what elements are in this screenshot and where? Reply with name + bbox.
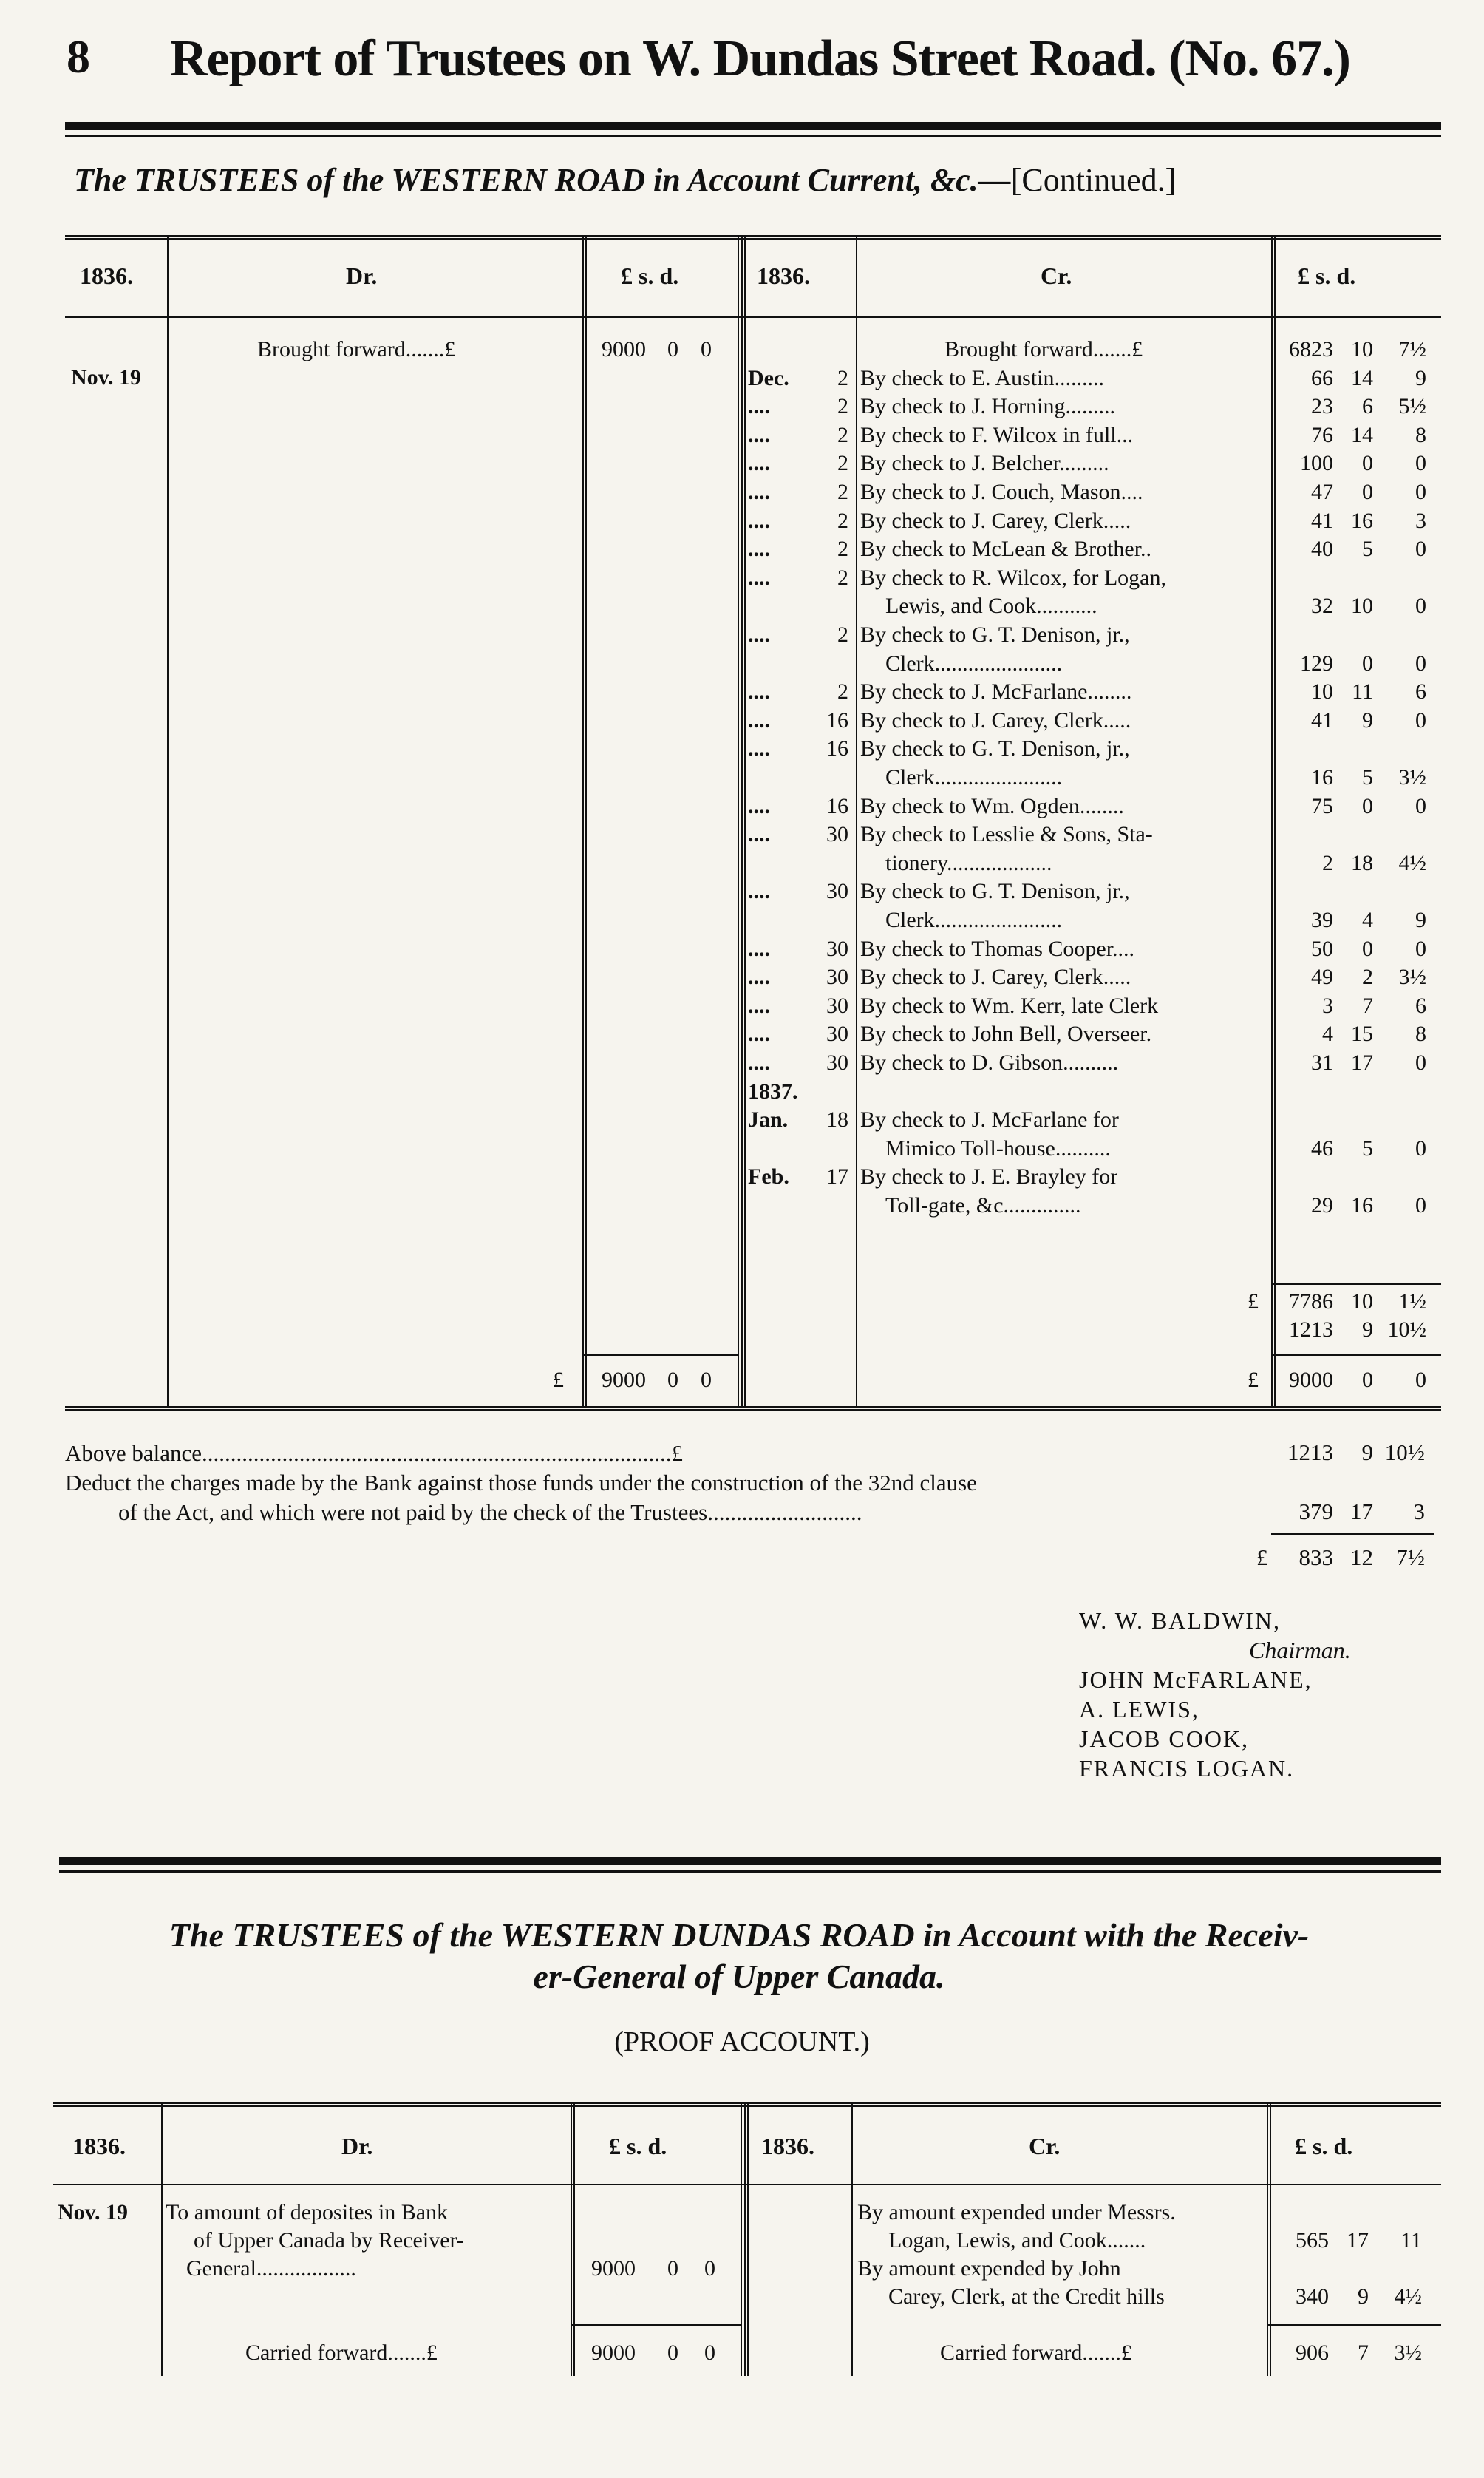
section-rule [59, 1857, 1441, 1865]
table2-credit-carried-pounds: 906 [1296, 2340, 1329, 2365]
credit-row-pence: 4½ [1398, 850, 1426, 875]
credit-row-day: 2 [837, 622, 848, 647]
credit-row-text: By check to R. Wilcox, for Logan, [860, 565, 1166, 590]
table2-header-year-right: 1836. [761, 2133, 814, 2159]
credit-row-pounds: 76 [1311, 422, 1333, 447]
credit-row-month: Dec. [748, 365, 789, 390]
credit-row-pence: 0 [1415, 936, 1426, 961]
credit-row-shillings: 6 [1362, 394, 1373, 419]
col-rule [744, 2102, 749, 2376]
header-rule-thin [65, 135, 1441, 137]
credit-row-text: By check to J. Belcher......... [860, 451, 1109, 476]
col-rule [856, 235, 857, 1406]
credit-row-text: By check to G. T. Denison, jr., [860, 879, 1130, 904]
credit-row-month: .... [748, 394, 770, 419]
credit-row-pounds: 50 [1311, 936, 1333, 961]
credit-balance-pence: 10½ [1387, 1317, 1426, 1342]
credit-row-pounds: 129 [1300, 651, 1333, 676]
debit-brought-pounds: 9000 [602, 337, 646, 361]
credit-row-text: By check to Thomas Cooper.... [860, 936, 1135, 961]
credit-row-month: .... [748, 565, 770, 590]
credit-row-month: .... [748, 707, 770, 733]
header-rule [65, 122, 1441, 130]
credit-row-pence: 0 [1415, 1193, 1426, 1218]
subtitle-continued: [Continued.] [1010, 162, 1177, 198]
debit-total-rule [582, 1354, 738, 1356]
credit-row-pence: 9 [1415, 908, 1426, 932]
page-header [67, 22, 1441, 118]
debit-total-pence: 0 [701, 1368, 712, 1392]
table2-credit-carried-shillings: 7 [1358, 2340, 1369, 2365]
credit-row-pounds: 75 [1311, 793, 1333, 818]
credit-row-text: Mimico Toll-house.......... [885, 1136, 1111, 1161]
credit-row-text: By check to J. Carey, Clerk..... [860, 508, 1131, 533]
credit-row-text: Brought forward.......£ [944, 337, 1143, 361]
table2-credit1-shillings: 17 [1347, 2228, 1369, 2253]
table2-credit-total-rule [1267, 2324, 1441, 2326]
header-dr: Dr. [346, 262, 378, 289]
credit-row-pounds: 2 [1322, 850, 1333, 875]
credit-row-text: By check to McLean & Brother.. [860, 537, 1152, 562]
table2-credit2-shillings: 9 [1358, 2284, 1369, 2309]
proof-account-table [53, 2102, 1441, 2383]
credit-row-text: By check to J. Couch, Mason.... [860, 480, 1143, 504]
credit-subtotal-pence: 1½ [1398, 1289, 1426, 1314]
credit-row-pence: 3½ [1398, 765, 1426, 790]
credit-row-pence: 0 [1415, 707, 1426, 733]
credit-row-day: 18 [826, 1107, 848, 1133]
result-shillings: 12 [1350, 1544, 1373, 1570]
table2-debit-total-rule [571, 2324, 741, 2326]
credit-row-pounds: 41 [1311, 508, 1333, 533]
credit-row-pounds: 39 [1311, 908, 1333, 932]
credit-row-shillings: 11 [1352, 679, 1373, 705]
credit-row-day: 30 [826, 1050, 848, 1075]
credit-row-text: Lewis, and Cook........... [885, 594, 1097, 619]
deduct-line: Deduct the charges made by the Bank against those funds under the construction of the 32nd clause [65, 1470, 977, 1496]
table2-header-dr: Dr. [341, 2133, 373, 2159]
deduct-pence: 3 [1413, 1498, 1425, 1524]
proof-account-heading: (PROOF ACCOUNT.) [614, 2026, 870, 2057]
credit-row-day: 2 [837, 679, 848, 705]
account-current-table [65, 235, 1441, 1411]
credit-row-text: Clerk....................... [885, 651, 1063, 676]
table2-credit2-pence: 4½ [1394, 2284, 1422, 2309]
credit-row-month: .... [748, 537, 770, 562]
signature-name: A. LEWIS, [1079, 1696, 1199, 1722]
debit-total-shillings: 0 [667, 1368, 678, 1392]
proof-account-subtitle [44, 1915, 1434, 1997]
credit-row-day: 2 [837, 508, 848, 533]
credit-row-day: 2 [837, 565, 848, 590]
credit-row-pounds: 40 [1311, 537, 1333, 562]
credit-row-month: .... [748, 451, 770, 476]
credit-row-pence: 8 [1415, 1022, 1426, 1047]
table2-credit-line3: By amount expended by John [857, 2256, 1121, 2281]
credit-row-day: 30 [826, 936, 848, 961]
table2-credit-line4: Carey, Clerk, at the Credit hills [888, 2284, 1165, 2309]
credit-row-text: By check to J. McFarlane for [860, 1107, 1119, 1133]
credit-row-text: By check to J. Carey, Clerk..... [860, 965, 1131, 990]
col-rule [741, 235, 746, 1406]
above-balance-shillings: 9 [1361, 1439, 1373, 1465]
credit-row-pence: 0 [1415, 1050, 1426, 1075]
credit-row-shillings: 5 [1362, 765, 1373, 790]
credit-row-shillings: 10 [1351, 337, 1373, 361]
table2-header-lsd-right: £ s. d. [1295, 2133, 1353, 2159]
table2-debit-carried-label: Carried forward.......£ [245, 2340, 438, 2365]
credit-row-shillings: 14 [1351, 365, 1373, 390]
credit-row-shillings: 16 [1351, 508, 1373, 533]
credit-subtotal-rule [1271, 1283, 1441, 1285]
credit-row-month: .... [748, 822, 770, 847]
credit-row-shillings: 2 [1362, 965, 1373, 990]
subtitle2-line2: er-General of Upper Canada. [533, 1958, 945, 1995]
credit-row-month: .... [748, 679, 770, 705]
table2-header-cr: Cr. [1029, 2133, 1061, 2159]
header-cr: Cr. [1041, 262, 1072, 289]
credit-row-shillings: 0 [1362, 451, 1373, 476]
table2-credit1-pence: 11 [1400, 2228, 1422, 2253]
credit-row-day: 17 [826, 1164, 848, 1189]
header-year-right: 1836. [757, 262, 810, 289]
account-subtitle [74, 161, 1434, 199]
table2-header-lsd-left: £ s. d. [609, 2133, 667, 2159]
credit-row-shillings: 4 [1362, 908, 1373, 932]
credit-row-pence: 8 [1415, 422, 1426, 447]
credit-row-month: .... [748, 508, 770, 533]
credit-row-day: 2 [837, 365, 848, 390]
page-number: 8 [67, 30, 90, 83]
credit-row-pounds: 23 [1311, 394, 1333, 419]
credit-balance-shillings: 9 [1362, 1317, 1373, 1342]
credit-row-month: .... [748, 1022, 770, 1047]
credit-row-pence: 0 [1415, 451, 1426, 476]
credit-balance-pounds: 1213 [1289, 1317, 1333, 1342]
credit-row-day: 16 [826, 707, 848, 733]
subtitle-text: The TRUSTEES of the WESTERN ROAD in Account Current, &c.— [74, 162, 1011, 198]
signature-name: JACOB COOK, [1079, 1725, 1250, 1752]
credit-row-text: By check to J. Carey, Clerk..... [860, 707, 1131, 733]
credit-row-pounds: 49 [1311, 965, 1333, 990]
credit-row-text: By check to F. Wilcox in full... [860, 422, 1134, 447]
above-balance-pence: 10½ [1384, 1439, 1425, 1465]
table2-debit-line1: To amount of deposites in Bank [166, 2200, 449, 2224]
credit-row-shillings: 16 [1351, 1193, 1373, 1218]
credit-row-shillings: 5 [1362, 537, 1373, 562]
col-rule [167, 235, 169, 1406]
result-label: £ [1256, 1544, 1268, 1570]
credit-row-text: By check to Wm. Ogden........ [860, 793, 1124, 818]
credit-row-day: 2 [837, 394, 848, 419]
table2-debit-line3: General.................. [186, 2256, 356, 2281]
col-rule [1267, 2102, 1271, 2376]
result-rule [1271, 1533, 1434, 1535]
debit-brought-shillings: 0 [667, 337, 678, 361]
credit-row-text: By check to Wm. Kerr, late Clerk [860, 993, 1159, 1018]
credit-row-shillings: 9 [1362, 707, 1373, 733]
deduct-line-cont: of the Act, and which were not paid by the check of the Trustees........................... [118, 1499, 862, 1525]
col-rule [738, 235, 739, 1406]
credit-row-day: 30 [826, 822, 848, 847]
subtitle2-line1: The TRUSTEES of the WESTERN DUNDAS ROAD in Account with the Receiv- [169, 1916, 1310, 1954]
credit-subtotal-shillings: 10 [1351, 1289, 1373, 1314]
credit-row-shillings: 10 [1351, 594, 1373, 619]
page-title: Report of Trustees on W. Dundas Street Road. (No. 67.) [170, 30, 1350, 87]
credit-row-pounds: 66 [1311, 365, 1333, 390]
debit-date: Nov. 19 [71, 365, 142, 390]
credit-row-pounds: 10 [1311, 679, 1333, 705]
table-header-rule [65, 316, 1441, 318]
credit-row-pence: 0 [1415, 1136, 1426, 1161]
credit-row-text: Clerk....................... [885, 908, 1063, 932]
credit-row-month: .... [748, 965, 770, 990]
credit-row-pence: 0 [1415, 594, 1426, 619]
credit-row-text: By check to John Bell, Overseer. [860, 1022, 1152, 1047]
credit-row-shillings: 7 [1362, 993, 1373, 1018]
credit-row-text: By check to E. Austin......... [860, 365, 1104, 390]
table-top-rule [65, 235, 1441, 240]
credit-row-pounds: 6823 [1289, 337, 1333, 361]
table2-debit-carried-pence: 0 [704, 2340, 715, 2365]
credit-row-shillings: 0 [1362, 793, 1373, 818]
signature-chairman: W. W. BALDWIN, [1079, 1607, 1282, 1634]
table2-header-year-left: 1836. [72, 2133, 126, 2159]
credit-row-pence: 0 [1415, 537, 1426, 562]
credit-row-day: 16 [826, 793, 848, 818]
credit-row-text: By check to G. T. Denison, jr., [860, 736, 1130, 761]
credit-row-text: By check to J. E. Brayley for [860, 1164, 1118, 1189]
credit-row-month: .... [748, 936, 770, 961]
credit-row-pounds: 4 [1322, 1022, 1333, 1047]
credit-row-pounds: 31 [1311, 1050, 1333, 1075]
table-bottom-rule [65, 1406, 1441, 1411]
debit-brought-forward-label: Brought forward.......£ [257, 337, 456, 361]
header-lsd-right: £ s. d. [1298, 262, 1356, 289]
credit-subtotal-pounds: 7786 [1289, 1289, 1333, 1314]
credit-row-text: Toll-gate, &c.............. [885, 1193, 1081, 1218]
table2-debit-shillings: 0 [667, 2256, 678, 2281]
credit-row-shillings: 0 [1362, 936, 1373, 961]
credit-row-month: 1837. [748, 1079, 798, 1104]
table2-credit-line2: Logan, Lewis, and Cook....... [888, 2228, 1146, 2253]
credit-row-pence: 3 [1415, 508, 1426, 533]
table2-credit-carried-pence: 3½ [1394, 2340, 1422, 2365]
credit-row-month: .... [748, 422, 770, 447]
signature-chairman-title: Chairman. [1249, 1637, 1351, 1663]
credit-row-pence: 9 [1415, 365, 1426, 390]
above-balance-pounds: 1213 [1287, 1439, 1333, 1465]
deduct-pounds: 379 [1298, 1498, 1333, 1524]
credit-row-day: 30 [826, 993, 848, 1018]
credit-row-month: .... [748, 879, 770, 904]
credit-row-day: 16 [826, 736, 848, 761]
credit-row-pounds: 100 [1300, 451, 1333, 476]
credit-subtotal-label: £ [1248, 1289, 1259, 1314]
credit-total-shillings: 0 [1362, 1368, 1373, 1392]
table2-debit-carried-pounds: 9000 [591, 2340, 636, 2365]
credit-row-day: 2 [837, 537, 848, 562]
credit-row-pence: 0 [1415, 651, 1426, 676]
col-rule [741, 2102, 742, 2376]
debit-total-pounds: 9000 [602, 1368, 646, 1392]
credit-row-shillings: 17 [1351, 1050, 1373, 1075]
credit-row-pence: 7½ [1398, 337, 1426, 361]
table2-debit-date: Nov. 19 [58, 2200, 129, 2224]
credit-row-text: tionery................... [885, 850, 1052, 875]
table2-debit-pounds: 9000 [591, 2256, 636, 2281]
credit-row-pounds: 46 [1311, 1136, 1333, 1161]
credit-row-month: .... [748, 793, 770, 818]
signature-name: FRANCIS LOGAN. [1079, 1755, 1295, 1782]
credit-row-month: Feb. [748, 1164, 789, 1189]
table2-credit-carried-label: Carried forward.......£ [940, 2340, 1132, 2365]
credit-row-month: Jan. [748, 1107, 789, 1133]
credit-row-day: 30 [826, 1022, 848, 1047]
credit-row-month: .... [748, 622, 770, 647]
col-rule [1271, 235, 1276, 1406]
credit-row-pence: 6 [1415, 993, 1426, 1018]
col-rule [851, 2102, 853, 2376]
table2-credit2-pounds: 340 [1296, 2284, 1329, 2309]
credit-row-pence: 6 [1415, 679, 1426, 705]
result-pence: 7½ [1396, 1544, 1425, 1570]
credit-row-month: .... [748, 993, 770, 1018]
header-year-left: 1836. [80, 262, 133, 289]
credit-row-month: .... [748, 736, 770, 761]
debit-brought-pence: 0 [701, 337, 712, 361]
section-rule-thin [59, 1870, 1441, 1873]
deduct-shillings: 17 [1350, 1498, 1373, 1524]
credit-row-month: .... [748, 1050, 770, 1075]
credit-row-pence: 5½ [1398, 394, 1426, 419]
col-rule [161, 2102, 163, 2376]
credit-total-pence: 0 [1415, 1368, 1426, 1392]
credit-row-shillings: 0 [1362, 651, 1373, 676]
credit-row-day: 2 [837, 422, 848, 447]
table2-debit-pence: 0 [704, 2256, 715, 2281]
table2-debit-line2: of Upper Canada by Receiver- [194, 2228, 464, 2253]
above-balance-line: Above balance..................................................................................£ [65, 1440, 684, 1466]
table2-debit-carried-shillings: 0 [667, 2340, 678, 2365]
header-lsd-left: £ s. d. [621, 262, 679, 289]
credit-row-day: 30 [826, 879, 848, 904]
credit-row-day: 2 [837, 451, 848, 476]
credit-row-text: By check to D. Gibson.......... [860, 1050, 1119, 1075]
credit-total-rule [1271, 1354, 1441, 1356]
credit-row-text: By check to J. Horning......... [860, 394, 1115, 419]
credit-row-text: Clerk....................... [885, 765, 1063, 790]
credit-row-pounds: 47 [1311, 480, 1333, 504]
credit-row-pence: 0 [1415, 793, 1426, 818]
credit-row-pounds: 32 [1311, 594, 1333, 619]
credit-row-shillings: 0 [1362, 480, 1373, 504]
table2-credit-line1: By amount expended under Messrs. [857, 2200, 1176, 2224]
credit-row-pounds: 3 [1322, 993, 1333, 1018]
result-pounds: 833 [1298, 1544, 1333, 1570]
credit-row-pence: 3½ [1398, 965, 1426, 990]
credit-total-pounds: 9000 [1289, 1368, 1333, 1392]
table2-credit1-pounds: 565 [1296, 2228, 1329, 2253]
credit-row-pounds: 41 [1311, 707, 1333, 733]
credit-row-pence: 0 [1415, 480, 1426, 504]
debit-total-label: £ [553, 1368, 564, 1392]
signature-name: JOHN McFARLANE, [1079, 1666, 1313, 1693]
credit-row-pounds: 29 [1311, 1193, 1333, 1218]
credit-row-text: By check to J. McFarlane........ [860, 679, 1132, 705]
credit-row-shillings: 15 [1351, 1022, 1373, 1047]
credit-row-text: By check to Lesslie & Sons, Sta- [860, 822, 1153, 847]
credit-row-shillings: 14 [1351, 422, 1373, 447]
credit-row-pounds: 16 [1311, 765, 1333, 790]
credit-row-text: By check to G. T. Denison, jr., [860, 622, 1130, 647]
credit-row-day: 2 [837, 480, 848, 504]
credit-row-shillings: 5 [1362, 1136, 1373, 1161]
col-rule [571, 2102, 575, 2376]
credit-row-month: .... [748, 480, 770, 504]
credit-total-label: £ [1248, 1368, 1259, 1392]
col-rule [582, 235, 587, 1406]
credit-row-day: 30 [826, 965, 848, 990]
credit-row-shillings: 18 [1351, 850, 1373, 875]
